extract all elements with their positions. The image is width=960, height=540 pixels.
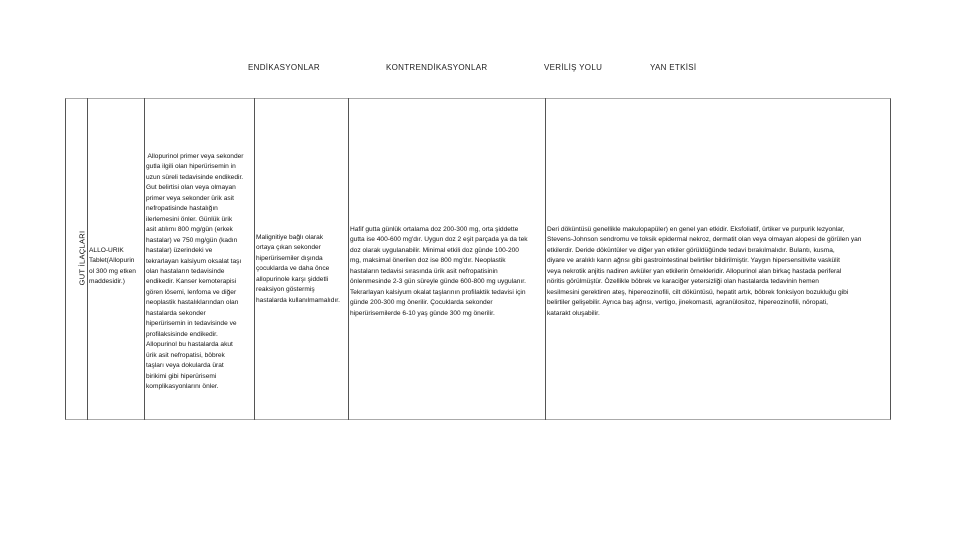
row-label: GUT İLAÇLARI <box>77 230 87 286</box>
header-endikasyonlar: ENDİKASYONLAR <box>248 63 320 72</box>
column-divider-4 <box>348 98 349 420</box>
column-divider-5 <box>545 98 546 420</box>
column-divider-1 <box>87 98 88 420</box>
cell-yan-etkisi: Deri döküntüsü genellikle makulopapüler) en genel yan etkidir. Eksfoliatif, ürtiker ve purpurik lezyonlar, Stevens-Johnson sendromu ve toksik epidermal nekroz, dermatit olan veya olmayan alopesi de görülen yan etkilerdir. Deride döküntüler ve diğer yan etkiler görüldüğünde tedavi bırakılmalıdır. Bulantı, kusma, diyare ve aralıklı karın ağrısı gibi gastrointestinal belirtiler bildirilmiştir. Yaygın hipersensitivite vaskülit veya nekrotik anjitis nadiren avküler yan etkilerin örnekleridir. Allopurinol alan birkaç hastada periferal nöritis görülmüştür. Özellikle böbrek ve karaciğer yetersizliği olan hastalarda tedavinin hemen kesilmesini gerektiren ateş, hipereozinofili, cilt döküntüsü, hepatit artık, böbrek fonksiyon bozukluğu gibi belirtiler gelişebilir. Ayrıca baş ağrısı, vertigo, jinekomasti, agranülositoz, hipereozinofili, nöropati, katarakt oluşabilir. <box>547 226 862 317</box>
header-kontrendikasyonlar: KONTRENDİKASYONLAR <box>386 63 488 72</box>
cell-verilis-yolu: Hafif gutta günlük ortalama doz 200-300 mg, orta şiddette gutta ise 400-600 mg'dır. Uygun doz 2 eşit parçada ya da tek doz olarak uygulanabilir. Minimal etkili doz günde 100-200 mg, maksimal önerilen doz ise 800 mg'dır. Neoplastik hastaların tedavisi sırasında ürik asit nefropatisinin önlenmesinde 2-3 gün süreyle günde 600-800 mg uygulanır. Tekrarlayan kalsiyum okalat taşlarının profilaktik tedavisi için günde 200-300 mg önerilir. Çocuklarda sekonder hiperürisemilerde 6-10 yaş günde 300 mg önerilir. <box>350 226 528 317</box>
header-verilis-yolu: VERİLİŞ YOLU <box>544 63 603 72</box>
column-divider-3 <box>254 98 255 420</box>
column-divider-2 <box>144 98 145 420</box>
cell-endikasyon: Allopurinol primer veya sekonder gutla ilgili olan hiperürisemin in uzun süreli tedavisinde endikedir. Gut belirtisi olan veya olmayan primer veya sekonder ürik asit nefropatisinde hastalığın ilerlemesini önler. Günlük ürik asit atılımı 800 mg/gün (erkek hastalar) ve 750 mg/gün (kadın hastalar) üzerindeki ve tekrarlayan kalsiyum oksalat taşı olan hastaların tedavisinde endikedir. Kanser kemoterapisi gören lösemi, lenfoma ve diğer neoplastik hastalıklarından olan hastalarda sekonder hiperürisemin in tedavisinde ve profilaksisinde endikedir. Allopurinol bu hastalarda akut ürik asit nefropatisi, böbrek taşları veya dokularda ürat birikimi gibi hiperürisemi komplikasyonlarını önler. <box>146 153 244 390</box>
header-yan-etkisi: YAN ETKİSİ <box>650 63 697 72</box>
cell-kontrendikasyon: Malignitiye bağlı olarak ortaya çıkan sekonder hiperürisemiler dışında çocuklarda ve daha önce allopurinole karşı şiddetli reaksiyon göstermiş hastalarda kullanılmamalıdır. <box>256 234 340 304</box>
cell-drug: ALLO-URIK Tablet(Allopurin ol 300 mg etken maddesidir.) <box>89 247 136 286</box>
